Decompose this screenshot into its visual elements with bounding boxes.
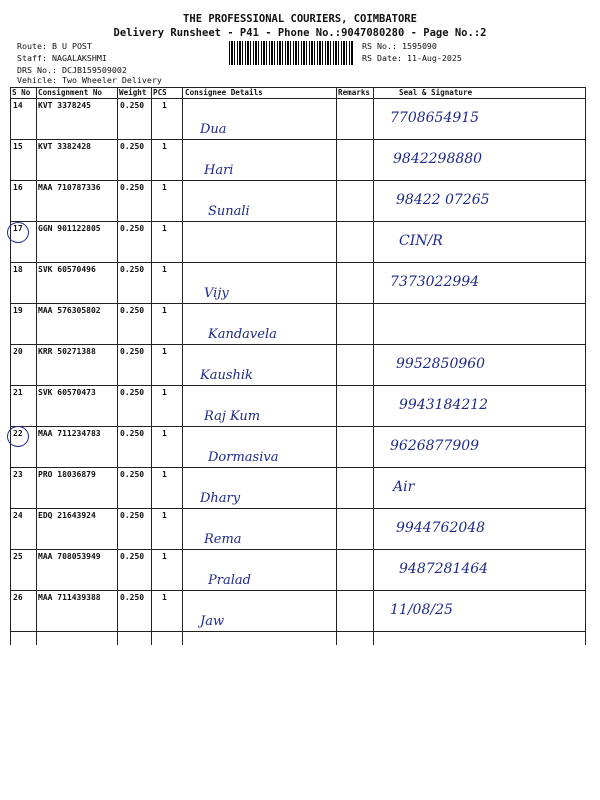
- row-consignment-no: PRO 18036879: [38, 470, 96, 479]
- row-divider: [10, 508, 586, 509]
- barcode: [229, 41, 354, 65]
- seal-handwriting: 9952850960: [396, 356, 486, 372]
- row-sno: 23: [13, 470, 23, 479]
- row-pcs: 1: [162, 183, 167, 192]
- consignee-handwriting: Jaw: [200, 614, 225, 629]
- column-divider: [182, 87, 183, 645]
- row-sno: 25: [13, 552, 23, 561]
- row-pcs: 1: [162, 306, 167, 315]
- vehicle-label: Vehicle: Two Wheeler Delivery: [17, 75, 162, 85]
- row-consignment-no: KRR 50271388: [38, 347, 96, 356]
- row-sno: 16: [13, 183, 23, 192]
- row-consignment-no: MAA 711234783: [38, 429, 101, 438]
- column-header-pcs: PCS: [153, 88, 167, 97]
- column-divider: [117, 87, 118, 645]
- runsheet-table: [10, 87, 586, 645]
- seal-handwriting: 7373022994: [390, 274, 480, 290]
- route-label: Route: B U POST: [17, 41, 92, 51]
- consignee-handwriting: Raj Kum: [204, 409, 261, 424]
- seal-handwriting: 9626877909: [390, 438, 480, 454]
- row-divider: [10, 221, 586, 222]
- row-sno: 26: [13, 593, 23, 602]
- consignee-handwriting: Sunali: [208, 204, 250, 219]
- row-divider: [10, 262, 586, 263]
- column-divider: [36, 87, 37, 645]
- seal-handwriting: 9944762048: [396, 520, 486, 536]
- column-header-weight: Weight: [119, 88, 147, 97]
- row-pcs: 1: [162, 429, 167, 438]
- row-pcs: 1: [162, 511, 167, 520]
- row-consignment-no: MAA 711439388: [38, 593, 101, 602]
- column-divider: [10, 87, 11, 645]
- row-divider: [10, 426, 586, 427]
- row-divider: [10, 344, 586, 345]
- seal-handwriting: CIN/R: [399, 233, 443, 249]
- row-consignment-no: MAA 708053949: [38, 552, 101, 561]
- row-divider: [10, 467, 586, 468]
- row-consignment-no: MAA 710787336: [38, 183, 101, 192]
- row-divider: [10, 385, 586, 386]
- row-pcs: 1: [162, 101, 167, 110]
- seal-handwriting: 9943184212: [399, 397, 489, 413]
- column-header-consignee: Consignee Details: [185, 88, 263, 97]
- row-weight: 0.250: [120, 265, 145, 274]
- rs-number: RS No.: 1595090: [362, 41, 437, 51]
- consignee-handwriting: Vijy: [204, 286, 229, 301]
- row-weight: 0.250: [120, 511, 145, 520]
- row-pcs: 1: [162, 224, 167, 233]
- consignee-handwriting: Kandavela: [208, 327, 277, 342]
- company-title: THE PROFESSIONAL COURIERS, COIMBATORE: [183, 13, 417, 25]
- row-divider: [10, 303, 586, 304]
- row-sno: 14: [13, 101, 23, 110]
- row-sno: 22: [13, 429, 23, 438]
- seal-handwriting: 11/08/25: [390, 602, 453, 618]
- consignee-handwriting: Hari: [204, 163, 234, 178]
- row-consignment-no: SVK 60570473: [38, 388, 96, 397]
- row-weight: 0.250: [120, 429, 145, 438]
- runsheet-subtitle: Delivery Runsheet - P41 - Phone No.:9047080280 - Page No.:2: [113, 27, 487, 39]
- row-weight: 0.250: [120, 101, 145, 110]
- row-weight: 0.250: [120, 593, 145, 602]
- row-sno: 19: [13, 306, 23, 315]
- row-consignment-no: MAA 576305802: [38, 306, 101, 315]
- row-weight: 0.250: [120, 142, 145, 151]
- row-sno: 18: [13, 265, 23, 274]
- row-pcs: 1: [162, 388, 167, 397]
- consignee-handwriting: Kaushik: [200, 368, 253, 383]
- column-header-seal: Seal & Signature: [399, 88, 473, 97]
- row-sno: 17: [13, 224, 23, 233]
- row-sno: 15: [13, 142, 23, 151]
- row-consignment-no: KVT 3382428: [38, 142, 91, 151]
- seal-handwriting: 9842298880: [393, 151, 483, 167]
- seal-handwriting: 98422 07265: [396, 192, 490, 208]
- row-consignment-no: KVT 3378245: [38, 101, 91, 110]
- row-pcs: 1: [162, 265, 167, 274]
- consignee-handwriting: Dormasiva: [208, 450, 279, 465]
- row-pcs: 1: [162, 552, 167, 561]
- row-divider: [10, 87, 586, 88]
- row-consignment-no: SVK 60570496: [38, 265, 96, 274]
- row-consignment-no: EDQ 21643924: [38, 511, 96, 520]
- column-divider: [585, 87, 586, 645]
- row-sno: 24: [13, 511, 23, 520]
- row-divider: [10, 139, 586, 140]
- row-weight: 0.250: [120, 347, 145, 356]
- column-divider: [336, 87, 337, 645]
- row-divider: [10, 180, 586, 181]
- rs-date: RS Date: 11-Aug-2025: [362, 53, 462, 63]
- row-weight: 0.250: [120, 224, 145, 233]
- row-divider: [10, 98, 586, 99]
- consignee-handwriting: Rema: [204, 532, 242, 547]
- seal-handwriting: 7708654915: [390, 110, 480, 126]
- row-divider: [10, 590, 586, 591]
- row-pcs: 1: [162, 470, 167, 479]
- consignee-handwriting: Dhary: [200, 491, 241, 506]
- column-divider: [151, 87, 152, 645]
- row-weight: 0.250: [120, 183, 145, 192]
- column-header-sno: S No: [12, 88, 31, 97]
- row-sno: 20: [13, 347, 23, 356]
- row-weight: 0.250: [120, 552, 145, 561]
- row-pcs: 1: [162, 593, 167, 602]
- row-divider: [10, 549, 586, 550]
- seal-handwriting: 9487281464: [399, 561, 489, 577]
- row-pcs: 1: [162, 142, 167, 151]
- row-weight: 0.250: [120, 388, 145, 397]
- row-consignment-no: GGN 901122805: [38, 224, 101, 233]
- consignee-handwriting: Dua: [200, 122, 227, 137]
- row-divider: [10, 631, 586, 632]
- row-weight: 0.250: [120, 306, 145, 315]
- seal-handwriting: Air: [393, 479, 415, 495]
- row-weight: 0.250: [120, 470, 145, 479]
- row-pcs: 1: [162, 347, 167, 356]
- column-divider: [373, 87, 374, 645]
- column-header-remarks: Remarks: [338, 88, 371, 97]
- ink-circle-22: [7, 426, 29, 447]
- ink-circle-17: [7, 222, 29, 243]
- row-sno: 21: [13, 388, 23, 397]
- consignee-handwriting: Pralad: [208, 573, 251, 588]
- drs-label: DRS No.: DCJB159509002: [17, 65, 127, 75]
- column-header-consignment: Consignment No: [38, 88, 103, 97]
- staff-label: Staff: NAGALAKSHMI: [17, 53, 107, 63]
